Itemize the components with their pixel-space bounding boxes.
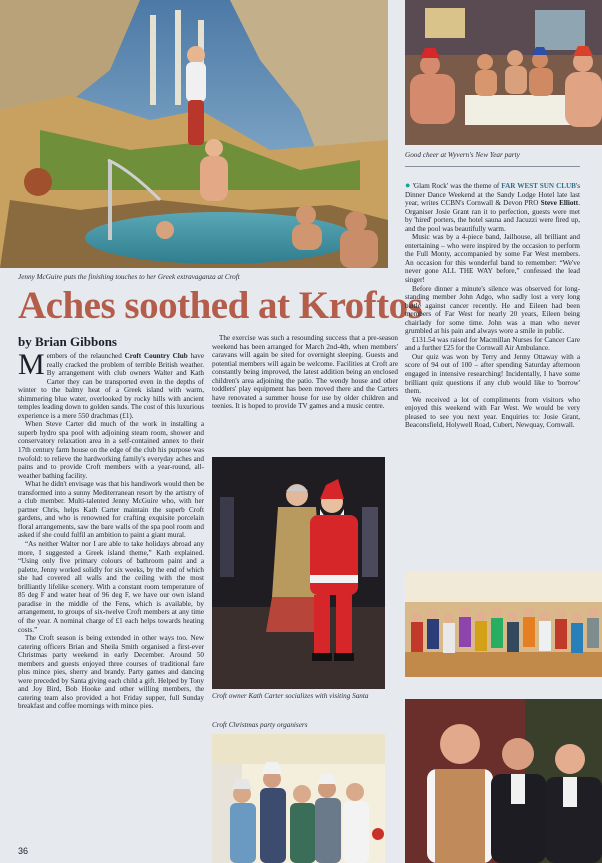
right-p1-c: . Organiser Josie Grant ran it to perfection, guests were met by 'hired' porters, the hotel sauna and Jacuzzi were fired up, and the pool was beautifully warm. bbox=[405, 199, 580, 233]
drop-cap: M bbox=[18, 348, 45, 381]
pro-name: Steve Elliott bbox=[540, 199, 579, 208]
left-paragraph-4: “As neither Walter nor I are able to take holidays abroad any more, I suggested a Greek island theme,” Kath explained. “Using only five primary colours of bathroom paint and a palette, Jenny worked solidly for six weeks, by the end of which she had covered all walls and the ceiling with the most brilliantly lifelike scenery. With a constant room temperature of 85 deg F and water heat of 96 deg F, we have our own island paradise in the middle of the Fens, which is available, by arrangement, to groups of six-twelve Croft members at any time of the year. A nominal charge of £1 each helps towards heating costs.” bbox=[18, 540, 204, 634]
club-name-croft: Croft Country Club bbox=[124, 352, 188, 360]
section-divider bbox=[405, 166, 580, 167]
left-p1-rest: have really cracked the problem of terrible British weather. By arrangement with club owners Walter and Kath Carter they can be transported even in the depths of winter to the balmy heat of a Greek island with warm, shimmering blue water, overlooked by rocky hills with ancient temples leading down to golden sands. The cost of this luxurious experience is a mere 550 drachmas (£1). bbox=[18, 352, 204, 420]
new-year-caption: Good cheer at Wyvern's New Year party bbox=[405, 151, 520, 159]
right-paragraph-3: Before dinner a minute's silence was observed for long-standing member John Adgo, who sadly lost a very long battle against cancer recently. He and Eileen had been members of Far West for nearly 20 years, Eileen being chairlady for some time. John was a man who never grumbled at his pain and always wore a smile in public. bbox=[405, 284, 580, 336]
article-column-right bbox=[405, 181, 580, 546]
right-paragraph-5: Our quiz was won by Terry and Jenny Ottaway with a score of 94 out of 100 – after spending Saturday afternoon engaged in intensive researching! Incidentally, I have some brilliant quiz questions if any club would like to 'borrow' them. bbox=[405, 352, 580, 396]
club-name-far-west: FAR WEST SUN CLUB bbox=[501, 182, 576, 190]
right-p1-b: 's Dinner Dance Weekend at the Sandy Lodge Hotel late last year, writes CCBN's Cornwall & Devon PRO bbox=[405, 182, 580, 208]
left-paragraph-5: The Croft season is being extended in other ways too. New catering officers Brian and Sheila Smith organised a first-ever Christmas party weekend in early December. Around 50 members and guests enjoyed three courses of traditional fare plus mince pies, sherry and brandy. Party games and dancing were preceded by Santa giving each child a gift. Helped by Tony and Joy Bird, Bob Hooke and other willing members, the catering team also provided a hot Friday supper, full Sunday breakfast and coffee mornings with mince pies. bbox=[18, 634, 204, 711]
article-column-left bbox=[18, 348, 204, 842]
article-headline: Aches soothed at Kroftos bbox=[18, 284, 423, 327]
article-byline: by Brian Gibbons bbox=[18, 334, 117, 349]
article-column-middle bbox=[212, 334, 398, 454]
left-paragraph-3: What he didn't envisage was that his handiwork would then be transformed into a sunny Mediterranean resort by the artistry of a club member. Multi-talented Jenny McGuire who, with her partner Chris, helps Kath Carter maintain the superb Croft gardens, and who is renowned for crafting exquisite porcelain floral arrangements, saw the bare walls of the spa pool room and asked if she could fulfil an ambition to paint a giant mural. bbox=[18, 480, 204, 540]
right-paragraph-6: We received a lot of compliments from visitors who enjoyed this weekend with Far West. We would be very pleased to see you next year. Enquiries to: Josie Grant, Beaconsfield, Holywell Road, Cubert, Newquay, Cornwall. bbox=[405, 395, 580, 430]
party-group-photo bbox=[405, 572, 602, 677]
three-men-photo bbox=[405, 699, 602, 863]
left-p1-lead: embers of the relaunched bbox=[46, 352, 125, 360]
spa-mural-photo bbox=[0, 0, 388, 268]
new-year-party-photo bbox=[405, 0, 602, 145]
right-paragraph-4: £131.54 was raised for Macmillan Nurses for Cancer Care and a further £25 for the Cornwall Air Ambulance. bbox=[405, 335, 580, 353]
right-p1-a: 'Glam Rock' was the theme of bbox=[412, 182, 502, 190]
middle-paragraph-1: The exercise was such a resounding success that a pre-season weekend has been arranged for March 2nd-4th, when members' caravans will again be sited for overnight sleeping. Guests and potential members will again be welcome. Facilities at Croft are constantly being improved, the latest addition being an enclosed children's area adjoining the patio. The wendy house and other toddlers' play equipment has been moved there and the Carters have renovated a summer house for use by older children and teenies. It is hoped to provide TV games and a music centre. bbox=[212, 334, 398, 411]
bullet-icon: ● bbox=[405, 180, 411, 190]
organisers-photo bbox=[212, 734, 385, 863]
organisers-caption: Croft Christmas party organisers bbox=[212, 721, 308, 729]
left-paragraph-2: When Steve Carter did much of the work in installing a superb hydro spa pool with adjoining steam room, shower and conservatory relaxation area in a self-contained annex to their 17th century farm house on the edge of the club his purpose was twofold: to relieve the hardworking family's everyday aches and pains and to provide Croft members with a year-round, all-weather bathing facility. bbox=[18, 420, 204, 480]
right-paragraph-2: Music was by a 4-piece band, Jailhouse, all brilliant and entertaining – who were inspired by the occasion to perform the Full Monty, accompanied by some Far West members. An occasion for this wonderful band to remember: “We've never gone ALL THE WAY before,” confessed the lead singer! bbox=[405, 233, 580, 285]
page-number: 36 bbox=[18, 846, 29, 856]
santa-photo bbox=[212, 457, 385, 689]
santa-caption: Croft owner Kath Carter socializes with visiting Santa bbox=[212, 692, 369, 700]
spa-photo-caption: Jenny McGuire puts the finishing touches to her Greek extravaganza at Croft bbox=[18, 273, 240, 281]
